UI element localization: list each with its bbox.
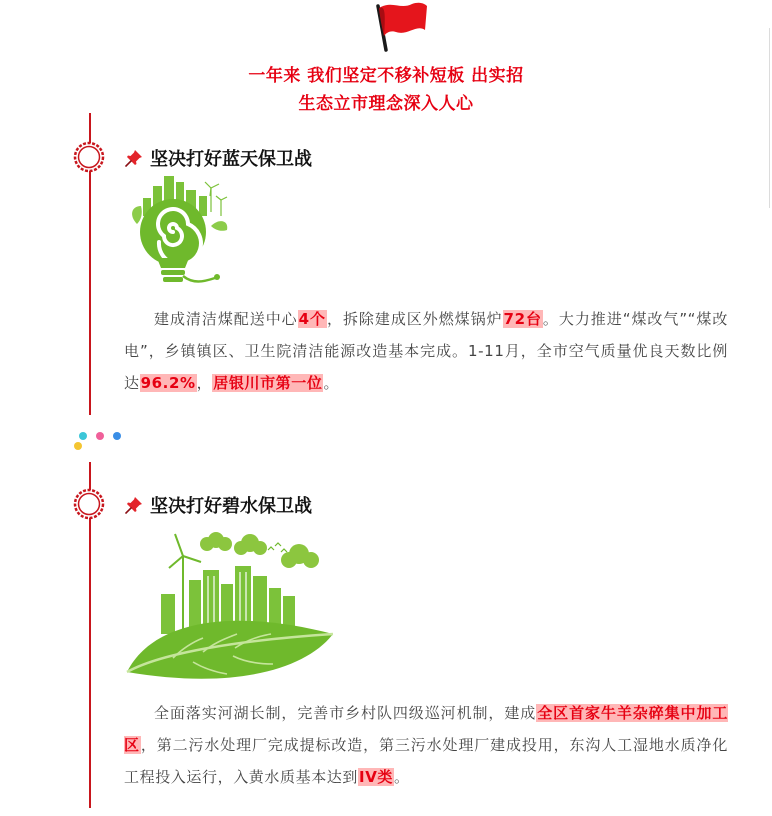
paragraph-text: 。 [323, 374, 340, 392]
paragraph-text: 。 [394, 768, 410, 786]
highlight-value: 4个 [298, 310, 326, 328]
section-title-text: 坚决打好碧水保卫战 [150, 496, 312, 517]
paragraph-text: 。大力推进“煤改气”“煤改电”，乡镇镇区、卫生院清洁能源改造基本完成。1-11月，全市空气质量优良天数比例达 [124, 310, 728, 392]
paragraph-text: 建成清洁煤配送中心 [154, 310, 298, 328]
headline-line-2: 生态立市理念深入人心 [298, 94, 474, 114]
headline-line-1: 一年来 我们坚定不移补短板 出实招 [248, 66, 524, 86]
paragraph-text: ， [196, 374, 213, 392]
pushpin-icon [124, 148, 144, 168]
eco-lightbulb-city-image [123, 172, 235, 290]
timeline-ring-icon [73, 488, 105, 520]
highlight-value: 居银川市第一位 [213, 374, 323, 392]
section-title-text: 坚决打好蓝天保卫战 [150, 149, 312, 170]
section-title-clear-water [124, 492, 312, 518]
divider [769, 28, 770, 208]
decorative-dots-icon [72, 430, 128, 454]
timeline-ring-icon [73, 141, 105, 173]
section-title-blue-sky [124, 145, 312, 171]
highlight-value: 72台 [503, 310, 542, 328]
red-flag-icon [370, 0, 430, 52]
pushpin-icon [124, 495, 144, 515]
paragraph-text: 全面落实河湖长制，完善市乡村队四级巡河机制，建成 [154, 704, 537, 722]
highlight-value: 全区首家牛羊杂碎集中加工区 [124, 704, 728, 754]
green-leaf-city-image [123, 522, 335, 690]
paragraph-text: ，拆除建成区外燃煤锅炉 [326, 310, 503, 328]
highlight-value: IV类 [359, 768, 394, 786]
section-paragraph-clear-water [124, 697, 728, 793]
paragraph-text: ，第二污水处理厂完成提标改造，第三污水处理厂建成投用，东沟人工湿地水质净化工程投入运行，入黄水质基本达到 [124, 736, 728, 786]
highlight-value: 96.2% [140, 374, 196, 392]
section-paragraph-blue-sky [124, 303, 728, 399]
